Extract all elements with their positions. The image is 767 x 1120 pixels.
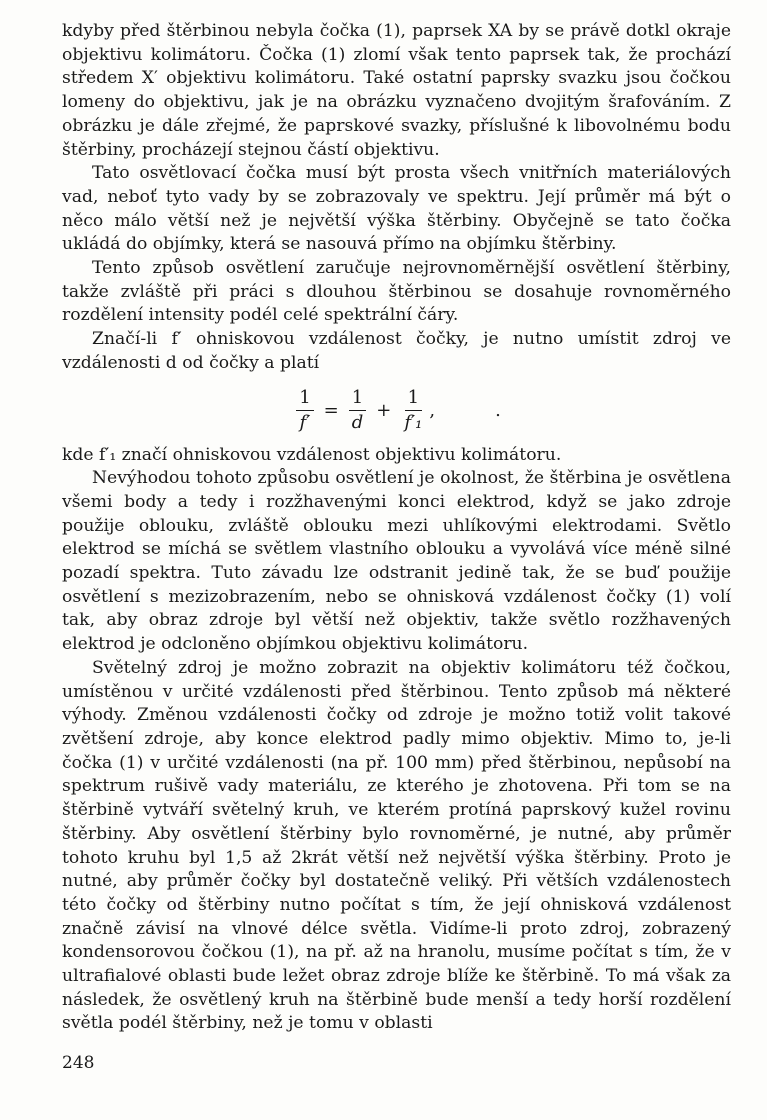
paragraph-3: Tento způsob osvětlení zaručuje nejrovnoměrnější osvětlení štěrbiny, takže zvláště při práci s dlouhou štěrbinou se dosahuje rovnoměrného rozdělení intensity podél celé spektrální čáry. xyxy=(62,258,731,326)
fraction-lhs xyxy=(296,387,313,434)
denominator: f′₁ xyxy=(404,412,423,434)
fraction-term-1 xyxy=(349,387,367,434)
plus-sign: + xyxy=(376,400,392,422)
numerator: 1 xyxy=(349,387,366,411)
denominator: f′ xyxy=(299,412,311,434)
fraction-term-2 xyxy=(401,387,425,434)
denominator: d xyxy=(351,412,364,434)
lens-equation xyxy=(62,378,731,444)
paragraph-5: Nevýhodou tohoto způsobu osvětlení je okolnost, že štěrbina je osvětlena všemi body a tedy i rozžhavenými konci elektrod, když se jako zdroje použije oblouku, zvláště oblouku mezi uhlíkovými elektrodami. Světlo elektrod se míchá se světlem vlastního oblouku a vyvolává více méně silné pozadí spektra. Tuto závadu lze odstranit jedině tak, že se buď použije osvětlení s mezizobrazením, nebo se ohnisková vzdálenost čočky (1) volí tak, aby obraz zdroje byl větší než objektiv, takže světlo rozžhavených elektrod je odcloněno objímkou objektivu kolimátoru. xyxy=(62,468,731,655)
paragraph-1: kdyby před štěrbinou nebyla čočka (1), paprsek XA by se právě dotkl okraje objektivu kolimátoru. Čočka (1) zlomí však tento paprsek tak, že prochází středem X′ objektivu kolimátoru. Také ostatní paprsky svazku jsou čočkou lomeny do objektivu, jak je na obrázku vyznačeno dvojitým šrafováním. Z obrázku je dále zřejmé, že paprskové svazky, příslušné k libovolnému bodu štěrbiny, procházejí stejnou částí objektivu. xyxy=(62,21,731,160)
numerator: 1 xyxy=(296,387,313,411)
formula-comma: , xyxy=(429,400,436,422)
paragraph-2: Tato osvětlovací čočka musí být prosta všech vnitřních materiálových vad, neboť tyto vady by se zobrazovaly ve spektru. Její průměr má být o něco málo větší než je největší výška štěrbiny. Obyčejně se tato čočka ukládá do objímky, která se nasouvá přímo na objímku štěrbiny. xyxy=(62,163,731,255)
page-number: 248 xyxy=(62,1053,95,1073)
numerator: 1 xyxy=(405,387,422,411)
formula-dot: . xyxy=(495,400,501,422)
paragraph-6: Světelný zdroj je možno zobrazit na objektiv kolimátoru též čočkou, umístěnou v určité vzdálenosti před štěrbinou. Tento způsob má některé výhody. Změnou vzdálenosti čočky od zdroje je možno totiž volit takové zvětšení zdroje, aby konce elektrod padly mimo objektiv. Mimo to, je-li čočka (1) v určité vzdálenosti (na př. 100 mm) před štěrbinou, nepůsobí na spektrum rušivě vady materiálu, ze kterého je zhotovena. Při tom se na štěrbině vytváří světelný kruh, ve kterém protíná paprskový kužel rovinu štěrbiny. Aby osvětlení štěrbiny bylo rovnoměrné, je nutné, aby průměr tohoto kruhu byl 1,5 až 2krát větší než největší výška štěrbiny. Proto je nutné, aby průměr čočky byl dostatečně veliký. Při větších vzdálenostech této čočky od štěrbiny nutno počítat s tím, že její ohnisková vzdálenost značně závisí na vlnové délce světla. Vidíme-li proto zdroj, zobrazený kondensorovou čočkou (1), na př. až na hranolu, musíme počítat s tím, že v ultrafialové oblasti bude ležet obraz zdroje blíže ke štěrbině. To má však za následek, že osvětlený kruh na štěrbině bude menší a tedy horší rozdělení světla podél štěrbiny, než je tomu v oblasti xyxy=(62,657,731,1034)
formula-explanation: kde f′₁ značí ohniskovou vzdálenost objektivu kolimátoru. xyxy=(62,444,562,465)
paragraph-4: Značí-li f′ ohniskovou vzdálenost čočky, je nutno umístit zdroj ve vzdálenosti d od čočky a platí xyxy=(62,329,731,373)
equals-sign: = xyxy=(323,400,339,422)
